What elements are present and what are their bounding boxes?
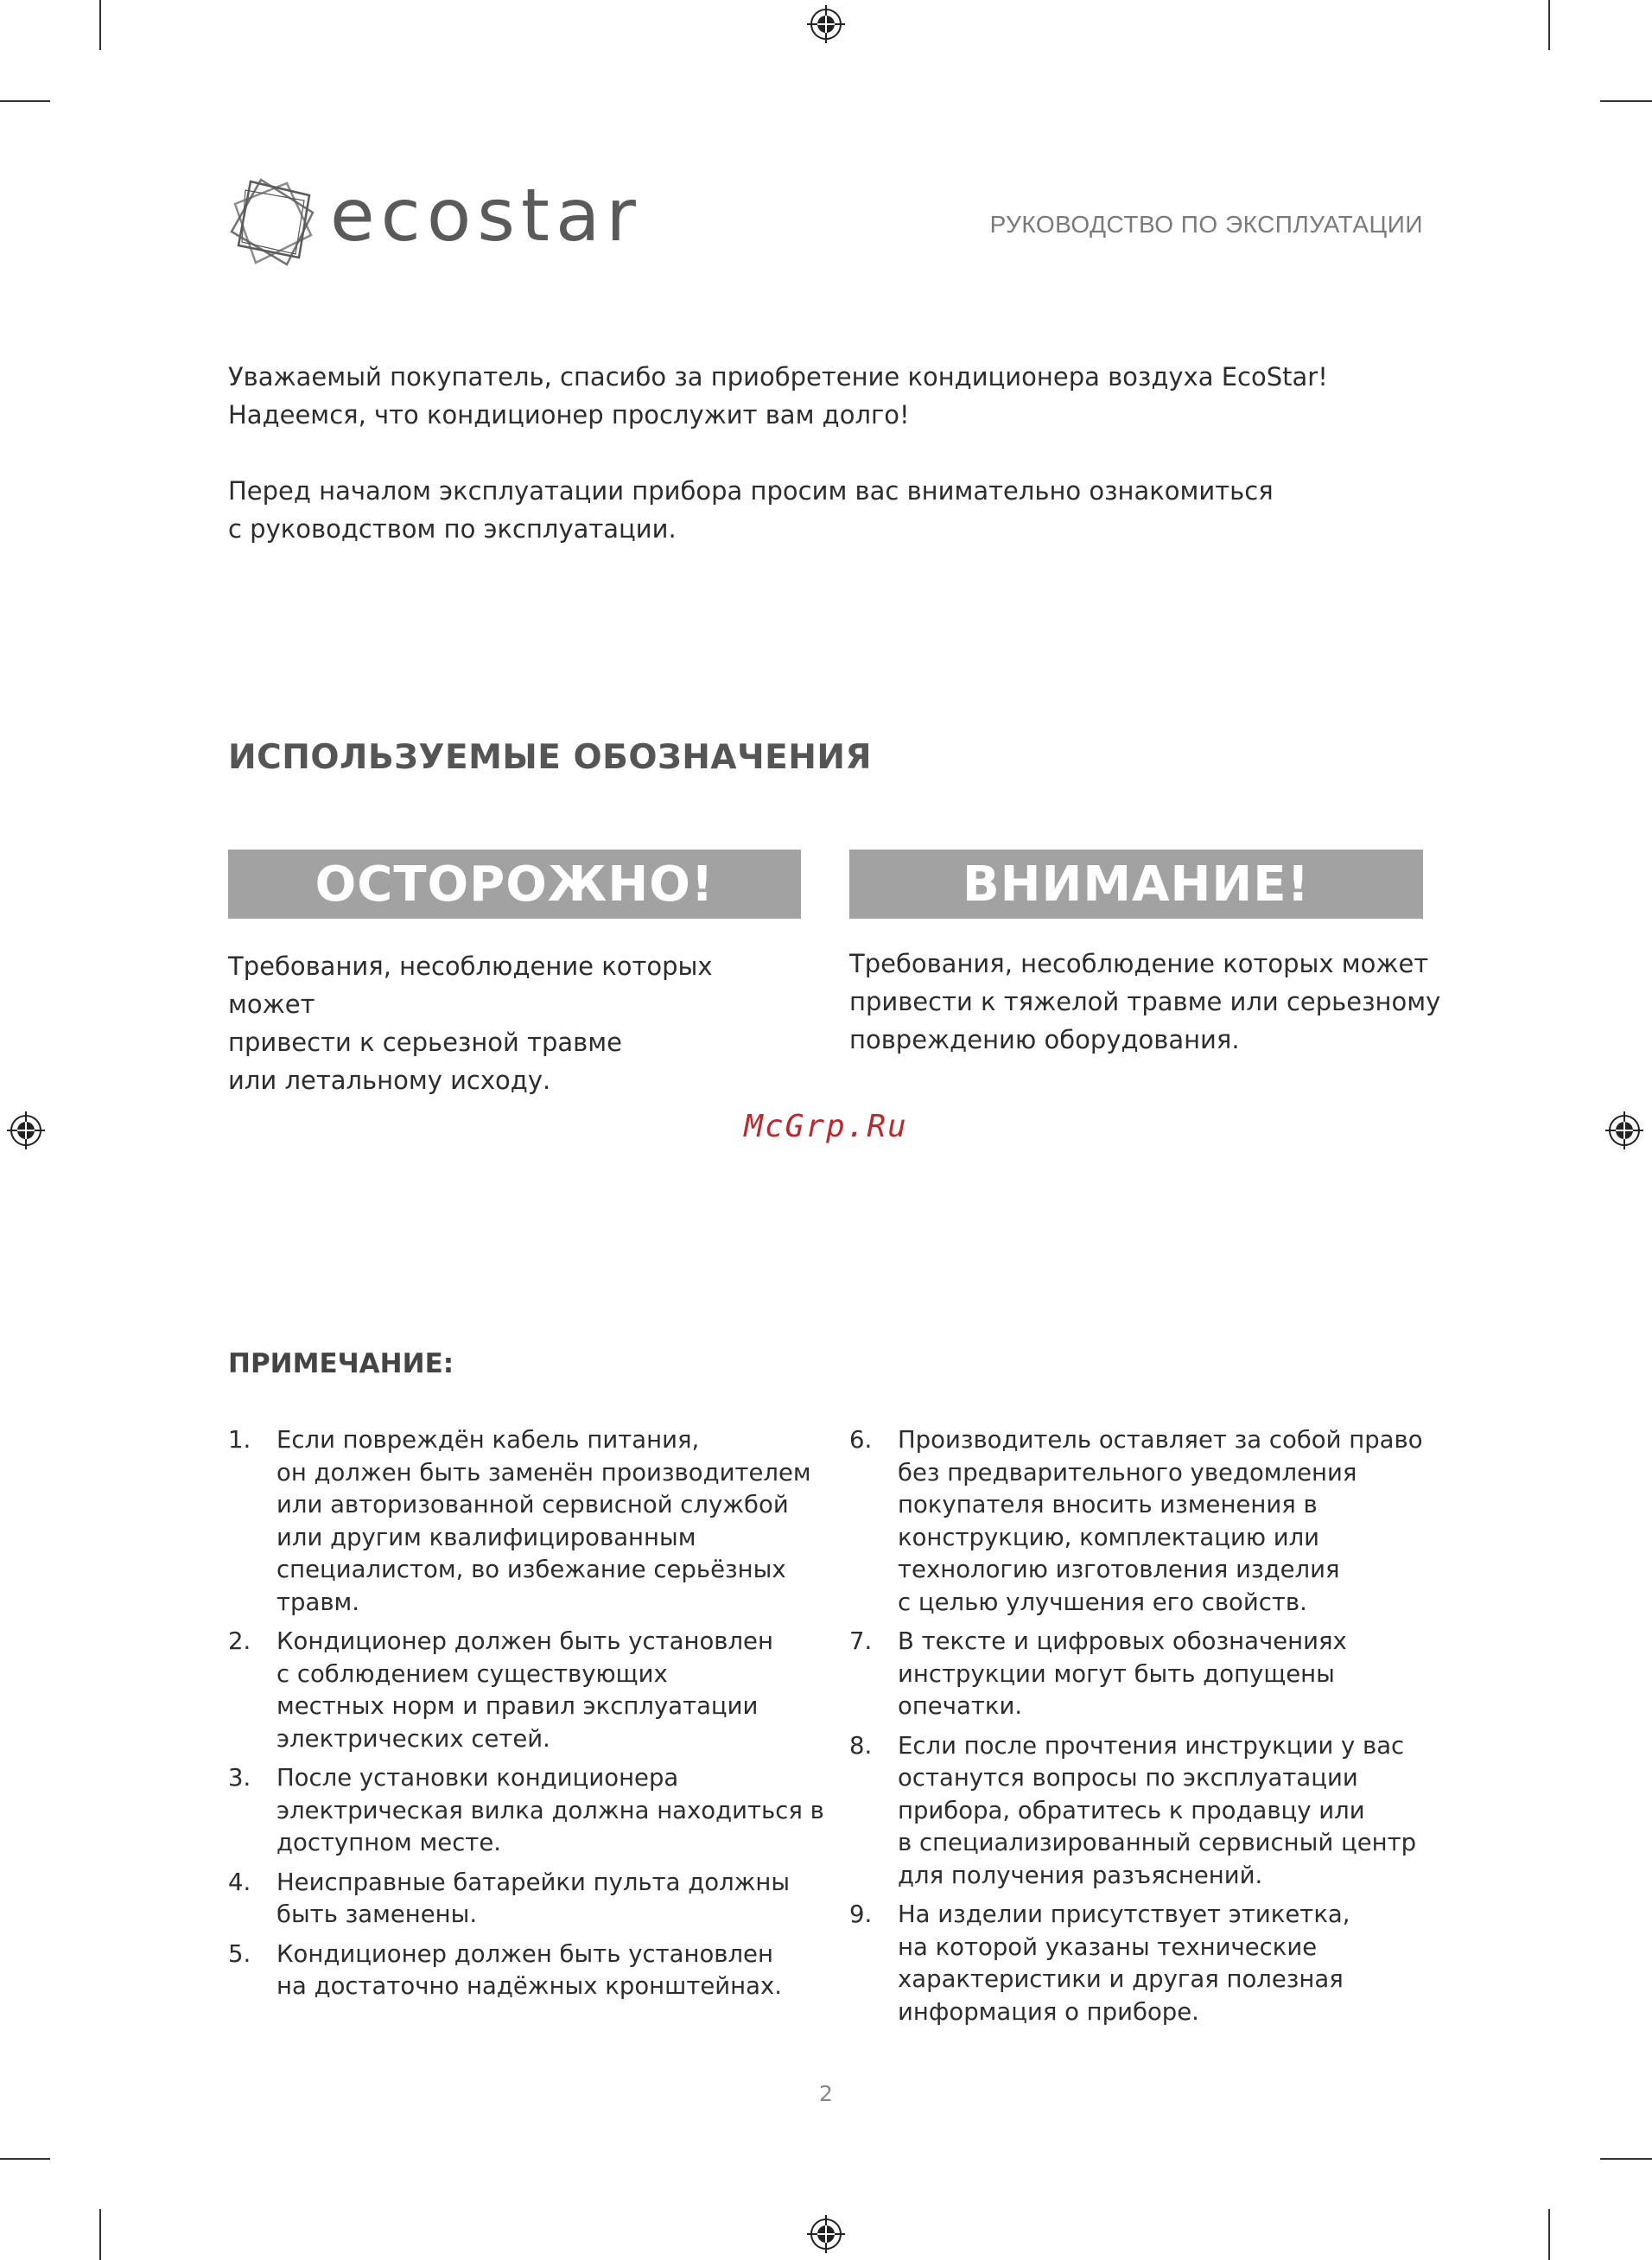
note-item-number: 7. [849, 1627, 873, 1655]
note-item-text: Кондиционер должен быть установлен на достаточно надёжных кронштейнах. [276, 1939, 782, 2000]
desc-line: Требования, несоблюдение которых может [849, 949, 1429, 978]
note-item [228, 1626, 833, 1755]
section-title: ИСПОЛЬЗУЕМЫЕ ОБОЗНАЧЕНИЯ [228, 738, 873, 777]
note-list-right [849, 1424, 1437, 2035]
intro-line: Перед началом эксплуатации прибора просим вас внимательно ознакомиться [228, 476, 1274, 506]
note-item-number: 8. [849, 1731, 873, 1760]
note-item-number: 2. [228, 1627, 251, 1655]
note-item [228, 1867, 833, 1932]
note-item [228, 1424, 833, 1619]
note-item-number: 9. [849, 1900, 873, 1928]
intro-line: с руководством по эксплуатации. [228, 514, 677, 544]
registration-mark-icon [807, 5, 845, 43]
note-item-text: Если после прочтения инструкции у вас останутся вопросы по эксплуатации прибора, обратитесь к продавцу или в специализированный сервисный центр для получения разъяснений. [898, 1731, 1417, 1889]
note-item-text: После установки кондиционера электрическая вилка должна находиться в доступном месте. [276, 1764, 824, 1856]
note-item [849, 1899, 1437, 2028]
watermark: McGrp.Ru [744, 1109, 908, 1144]
crop-mark [99, 2209, 101, 2260]
note-item-text: В тексте и цифровых обозначениях инструкции могут быть допущены опечатки. [898, 1627, 1347, 1720]
note-item-text: Неисправные батарейки пульта должны быть заменены. [276, 1868, 791, 1928]
note-item [228, 1939, 833, 2003]
note-item-text: Кондиционер должен быть установлен с соблюдением существующих местных норм и правил эксплуатации электрических сетей. [276, 1627, 773, 1753]
note-item [849, 1626, 1437, 1723]
crop-mark [1600, 100, 1652, 102]
desc-line: повреждению оборудования. [849, 1025, 1240, 1054]
note-item-number: 4. [228, 1868, 251, 1896]
note-item-text: Если повреждён кабель питания, он должен быть заменён производителем или авторизованной сервисной службой или другим квалифицированным специалистом, во избежание серьёзных травм. [276, 1426, 811, 1616]
note-list-left [228, 1424, 833, 2010]
attention-sign: ВНИМАНИЕ! [849, 850, 1423, 919]
document-title: РУКОВОДСТВО ПО ЭКСПЛУАТАЦИИ [989, 211, 1423, 238]
ecostar-logo-icon [226, 178, 318, 268]
note-item-number: 5. [228, 1939, 251, 1968]
attention-description [849, 945, 1454, 1059]
note-item-number: 6. [849, 1426, 873, 1454]
desc-line: привести к серьезной травме [228, 1028, 622, 1057]
crop-mark [1600, 2158, 1652, 2160]
crop-mark [99, 0, 101, 50]
desc-line: или летальному исходу. [228, 1066, 551, 1095]
brand-wordmark: ecostar [330, 173, 642, 258]
intro-line: Уважаемый покупатель, спасибо за приобретение кондиционера воздуха EcoStar! [228, 362, 1328, 392]
note-item-text: Производитель оставляет за собой право без предварительного уведомления покупателя вносить изменения в конструкцию, комплектацию или технологию изготовления изделия с целью улучшения его свойств. [898, 1426, 1423, 1616]
note-item [849, 1730, 1437, 1893]
registration-mark-icon [807, 2215, 845, 2253]
note-item [228, 1762, 833, 1860]
desc-line: Требования, несоблюдение которых может [228, 952, 713, 1019]
note-title: ПРИМЕЧАНИЕ: [228, 1348, 454, 1379]
note-item-number: 1. [228, 1426, 251, 1454]
intro-line: Надеемся, что кондиционер прослужит вам долго! [228, 400, 910, 430]
crop-mark [0, 100, 50, 102]
desc-line: привести к тяжелой травме или серьезному [849, 987, 1441, 1016]
intro-block [228, 472, 1420, 548]
caution-description [228, 947, 801, 1099]
crop-mark [1548, 0, 1550, 50]
crop-mark [1548, 2209, 1550, 2260]
caution-sign: ОСТОРОЖНО! [228, 850, 801, 919]
page-number: 2 [819, 2081, 833, 2106]
note-item [849, 1424, 1437, 1619]
crop-mark [0, 2158, 50, 2160]
note-item-number: 3. [228, 1764, 251, 1792]
note-item-text: На изделии присутствует этикетка, на которой указаны технические характеристики и другая полезная информация о приборе. [898, 1900, 1350, 2026]
intro-block [228, 358, 1420, 434]
